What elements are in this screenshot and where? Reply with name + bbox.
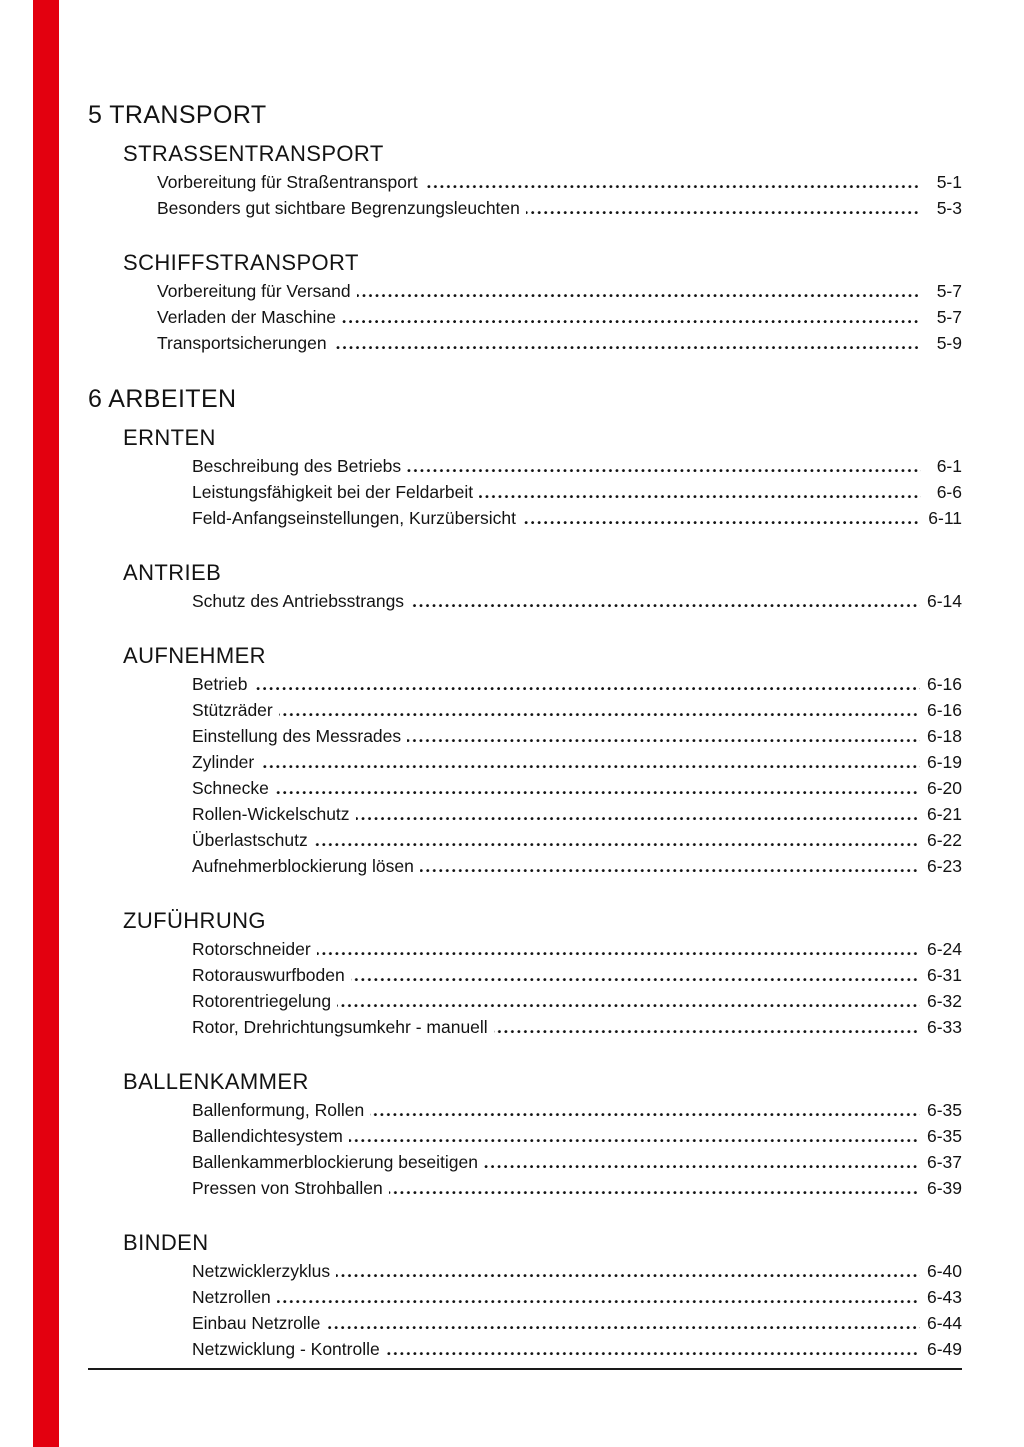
- chapter-title: 6 ARBEITEN: [88, 385, 237, 413]
- toc-entry: [123, 936, 962, 962]
- toc-entry-page: 6-31: [926, 965, 962, 985]
- toc-entry-label: Rollen-Wickelschutz: [192, 804, 350, 824]
- toc-entry-label: Transportsicherungen: [157, 333, 327, 353]
- section-title: ERNTEN: [123, 425, 216, 450]
- dotted-leader: [494, 1030, 920, 1033]
- toc-entry-page: 6-16: [926, 700, 962, 720]
- toc-entry-page: 6-23: [926, 856, 962, 876]
- section-entries: [123, 453, 962, 531]
- toc-entry-label: Leistungsfähigkeit bei der Feldarbeit: [192, 482, 474, 502]
- toc-entry-label: Schutz des Antriebsstrangs: [192, 591, 405, 611]
- toc-entry-page: 6-49: [926, 1339, 962, 1359]
- toc-entry-label: Zylinder: [192, 752, 255, 772]
- toc-entry-label: Verladen der Maschine: [157, 307, 336, 327]
- dotted-leader: [407, 739, 920, 742]
- toc-entry-label: Rotorentriegelung: [192, 991, 332, 1011]
- toc-entry-page: 5-9: [936, 333, 962, 353]
- toc-entry-page: 6-11: [928, 508, 962, 528]
- toc-entry: [123, 775, 962, 801]
- toc-entry-label: Vorbereitung für Straßentransport: [157, 172, 418, 192]
- toc-entry-label: Feld-Anfangseinstellungen, Kurzübersicht: [192, 508, 516, 528]
- toc-entry-page: 6-32: [926, 991, 962, 1011]
- dotted-leader: [370, 1113, 920, 1116]
- toc-entry: [123, 671, 962, 697]
- dotted-leader: [407, 469, 921, 472]
- dotted-leader: [277, 1300, 920, 1303]
- toc-entry-label: Betrieb: [192, 674, 248, 694]
- dotted-leader: [336, 1274, 920, 1277]
- toc-section: [123, 643, 962, 879]
- toc-entry: [123, 195, 962, 221]
- dotted-leader: [314, 843, 920, 846]
- toc-entry: [123, 1014, 962, 1040]
- toc-entry: [123, 330, 962, 356]
- section-entries: [123, 671, 962, 879]
- toc-entry: [123, 801, 962, 827]
- toc-entry-page: 5-1: [936, 172, 962, 192]
- toc-entry-label: Einstellung des Messrades: [192, 726, 402, 746]
- section-title: ANTRIEB: [123, 560, 222, 585]
- toc-entry: [123, 169, 962, 195]
- toc-entry-label: Ballenkammerblockierung beseitigen: [192, 1152, 478, 1172]
- dotted-leader: [526, 211, 921, 214]
- toc-entry-page: 6-35: [926, 1100, 962, 1120]
- toc-entry-label: Besonders gut sichtbare Begrenzungsleuchten: [157, 198, 520, 218]
- toc-entry-label: Schnecke: [192, 778, 269, 798]
- toc-entry-page: 6-14: [926, 591, 962, 611]
- toc-entry-page: 6-16: [926, 674, 962, 694]
- toc-entry-page: 6-22: [926, 830, 962, 850]
- toc-entry: [123, 1097, 962, 1123]
- table-of-contents: [88, 101, 962, 1362]
- toc-section: [123, 908, 962, 1040]
- toc-section: [123, 141, 962, 221]
- section-title: SCHIFFSTRANSPORT: [123, 250, 359, 275]
- toc-entry-page: 5-7: [936, 281, 962, 301]
- dotted-leader: [389, 1191, 920, 1194]
- toc-entry-page: 6-43: [926, 1287, 962, 1307]
- dotted-leader: [522, 521, 921, 524]
- section-entries: [123, 169, 962, 221]
- toc-entry-page: 6-44: [926, 1313, 962, 1333]
- dotted-leader: [349, 1139, 920, 1142]
- toc-entry-label: Rotorschneider: [192, 939, 311, 959]
- toc-entry-page: 6-39: [926, 1178, 962, 1198]
- section-title: AUFNEHMER: [123, 643, 266, 668]
- dotted-leader: [484, 1165, 920, 1168]
- dotted-leader: [424, 185, 921, 188]
- section-title: STRASSENTRANSPORT: [123, 141, 384, 166]
- section-entries: [123, 936, 962, 1040]
- toc-entry-label: Pressen von Strohballen: [192, 1178, 383, 1198]
- toc-chapter: [88, 101, 962, 356]
- toc-entry-page: 6-6: [936, 482, 962, 502]
- toc-entry-label: Ballenformung, Rollen: [192, 1100, 365, 1120]
- section-title: BALLENKAMMER: [123, 1069, 309, 1094]
- footer-rule: [88, 1368, 962, 1370]
- toc-entry-page: 6-40: [926, 1261, 962, 1281]
- toc-entry: [123, 988, 962, 1014]
- toc-entry-page: 6-21: [926, 804, 962, 824]
- toc-entry-label: Netzwicklerzyklus: [192, 1261, 331, 1281]
- toc-entry-label: Rotor, Drehrichtungsumkehr - manuell: [192, 1017, 488, 1037]
- toc-entry-page: 6-18: [926, 726, 962, 746]
- toc-entry-page: 6-33: [926, 1017, 962, 1037]
- toc-section: [123, 425, 962, 531]
- red-edge-bar: [33, 0, 59, 1447]
- dotted-leader: [260, 765, 920, 768]
- dotted-leader: [275, 791, 920, 794]
- dotted-leader: [386, 1352, 920, 1355]
- dotted-leader: [337, 1004, 920, 1007]
- section-entries: [123, 1258, 962, 1362]
- toc-entry-label: Rotorauswurfboden: [192, 965, 345, 985]
- dotted-leader: [342, 320, 921, 323]
- toc-entry: [123, 588, 962, 614]
- toc-entry: [123, 453, 962, 479]
- dotted-leader: [333, 346, 921, 349]
- toc-section: [123, 1069, 962, 1201]
- dotted-leader: [326, 1326, 920, 1329]
- toc-section: [123, 1230, 962, 1362]
- toc-entry-label: Netzrollen: [192, 1287, 271, 1307]
- toc-entry: [123, 1149, 962, 1175]
- section-entries: [123, 588, 962, 614]
- dotted-leader: [317, 952, 920, 955]
- toc-entry: [123, 853, 962, 879]
- toc-entry: [123, 1175, 962, 1201]
- toc-entry-label: Aufnehmerblockierung lösen: [192, 856, 414, 876]
- dotted-leader: [356, 817, 920, 820]
- section-entries: [123, 1097, 962, 1201]
- chapter-title: 5 TRANSPORT: [88, 101, 267, 129]
- toc-entry-page: 6-37: [926, 1152, 962, 1172]
- toc-entry: [123, 1310, 962, 1336]
- dotted-leader: [479, 495, 921, 498]
- toc-entry-label: Stützräder: [192, 700, 273, 720]
- toc-entry: [123, 304, 962, 330]
- toc-entry: [123, 827, 962, 853]
- toc-section: [123, 250, 962, 356]
- toc-entry-label: Einbau Netzrolle: [192, 1313, 321, 1333]
- section-title: ZUFÜHRUNG: [123, 908, 266, 933]
- dotted-leader: [253, 687, 920, 690]
- toc-entry-page: 6-24: [926, 939, 962, 959]
- toc-entry-page: 6-20: [926, 778, 962, 798]
- toc-entry-label: Beschreibung des Betriebs: [192, 456, 402, 476]
- toc-entry-label: Vorbereitung für Versand: [157, 281, 351, 301]
- dotted-leader: [410, 604, 920, 607]
- dotted-leader: [357, 294, 921, 297]
- toc-entry-page: 6-19: [926, 752, 962, 772]
- toc-entry-label: Netzwicklung - Kontrolle: [192, 1339, 380, 1359]
- section-entries: [123, 278, 962, 356]
- toc-entry: [123, 723, 962, 749]
- toc-entry-label: Überlastschutz: [192, 830, 308, 850]
- toc-entry: [123, 1258, 962, 1284]
- toc-entry-page: 5-3: [936, 198, 962, 218]
- toc-entry: [123, 1123, 962, 1149]
- toc-entry-page: 6-1: [936, 456, 962, 476]
- toc-entry: [123, 505, 962, 531]
- dotted-leader: [420, 869, 920, 872]
- dotted-leader: [351, 978, 920, 981]
- toc-entry: [123, 479, 962, 505]
- toc-entry-page: 6-35: [926, 1126, 962, 1146]
- toc-entry: [123, 697, 962, 723]
- toc-entry: [123, 278, 962, 304]
- toc-entry: [123, 1336, 962, 1362]
- toc-entry: [123, 1284, 962, 1310]
- toc-chapter: [88, 385, 962, 1362]
- dotted-leader: [279, 713, 920, 716]
- toc-entry: [123, 749, 962, 775]
- section-title: BINDEN: [123, 1230, 209, 1255]
- toc-entry-page: 5-7: [936, 307, 962, 327]
- toc-entry-label: Ballendichtesystem: [192, 1126, 343, 1146]
- toc-entry: [123, 962, 962, 988]
- toc-section: [123, 560, 962, 614]
